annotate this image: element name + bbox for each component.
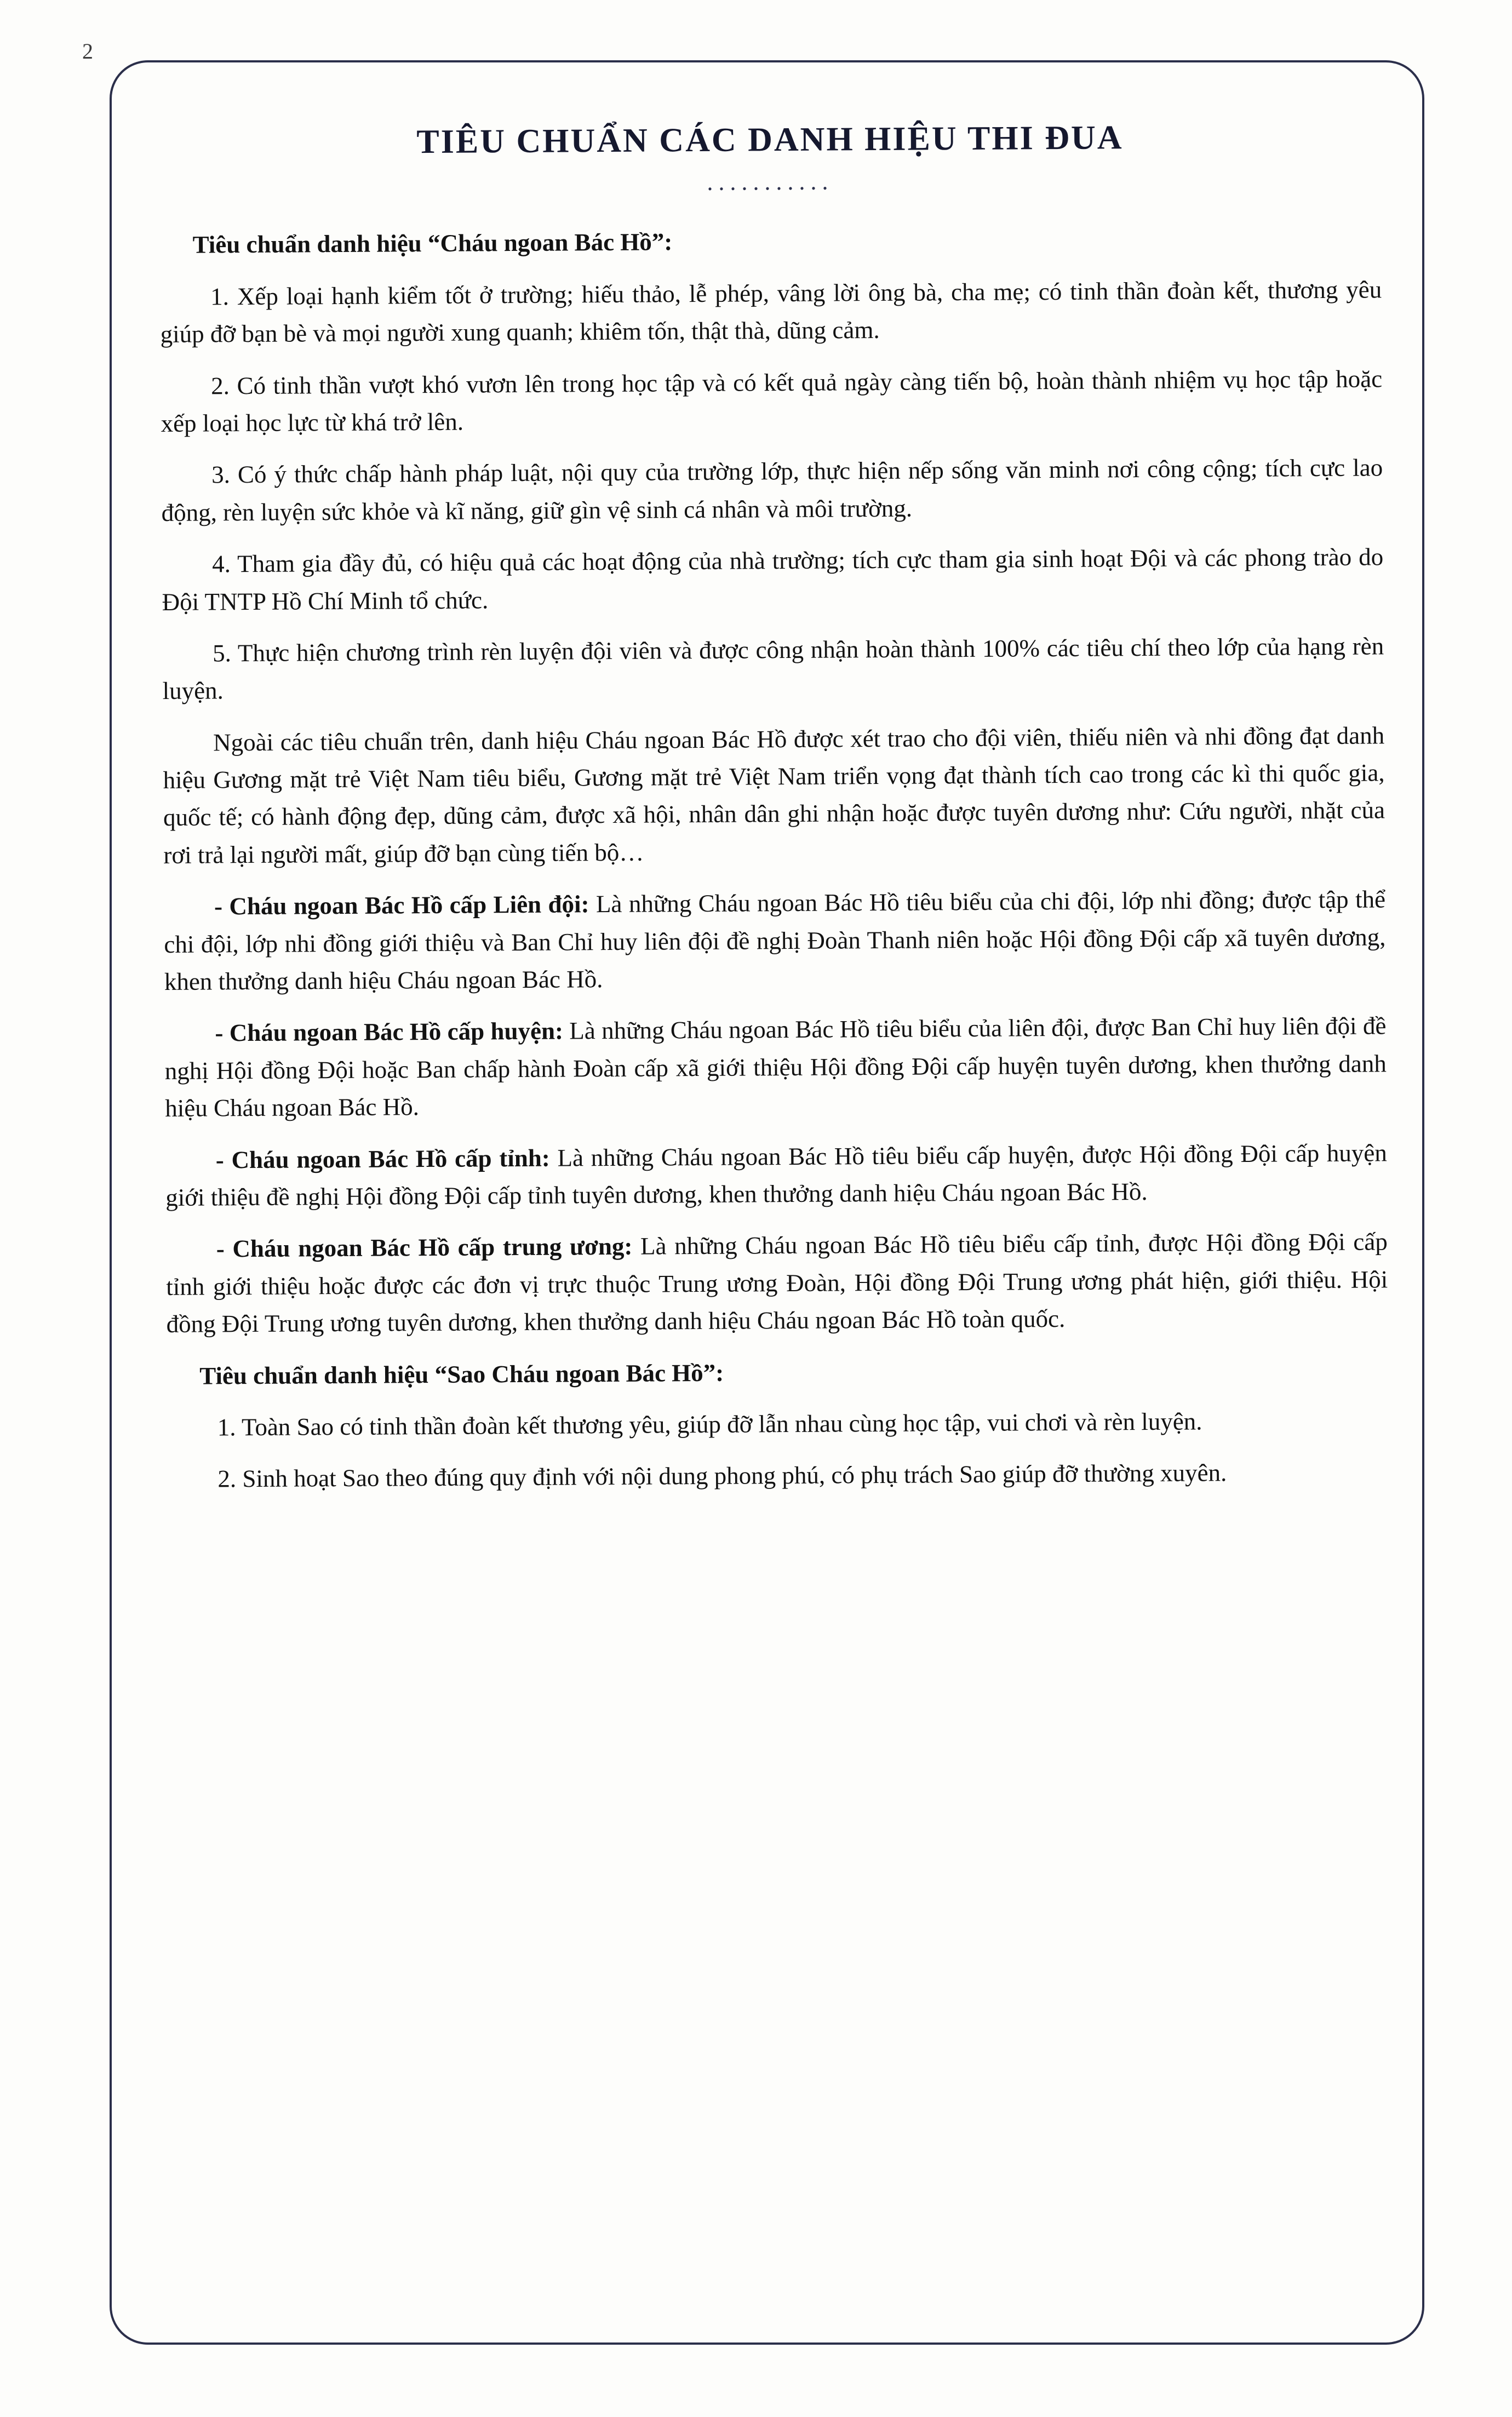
paragraph-criterion-4: 4. Tham gia đầy đủ, có hiệu quả các hoạt động của nhà trường; tích cực tham gia sinh hoạt Đội và các phong trào do Đội TNTP Hồ Chí Minh tổ chức. — [162, 543, 1384, 616]
level-text-trung-uong: Là những Cháu ngoan Bác Hồ tiêu biểu cấp tỉnh, được Hội đồng Đội cấp tỉnh giới thiệu hoặc được các đơn vị trực thuộc Trung ương Đoàn, Hội đồng Đội Trung ương phát hiện, giới thiệu. Hội đồng Đội Trung ương tuyên dương, khen thưởng danh hiệu Cháu ngoan Bác Hồ toàn quốc. — [166, 1228, 1388, 1338]
level-text-lien-doi: Là những Cháu ngoan Bác Hồ tiêu biểu của chi đội, lớp nhi đồng; được tập thể chi đội, lớp nhi đồng giới thiệu và Ban Chỉ huy liên đội đề nghị Đoàn Thanh niên hoặc Hội đồng Đội cấp xã tuyên dương, khen thưởng danh hiệu Cháu ngoan Bác Hồ. — [164, 885, 1386, 996]
paragraph-criterion-3: 3. Có ý thức chấp hành pháp luật, nội quy của trường lớp, thực hiện nếp sống văn minh nơi công cộng; tích cực lao động, rèn luyện sức khỏe và kĩ năng, giữ gìn vệ sinh cá nhân và môi trường. — [161, 454, 1383, 526]
level-text-tinh: Là những Cháu ngoan Bác Hồ tiêu biểu cấp huyện, được Hội đồng Đội cấp huyện giới thiệu đề nghị Hội đồng Đội cấp tỉnh tuyên dương, khen thưởng danh hiệu Cháu ngoan Bác Hồ. — [165, 1138, 1387, 1211]
page-number: 2 — [82, 39, 93, 64]
title-divider: ........... — [707, 168, 834, 196]
paragraph-sao-criterion-1: 1. Toàn Sao có tinh thần đoàn kết thương yêu, giúp đỡ lẫn nhau cùng học tập, vui chơi và rèn luyện. — [217, 1407, 1202, 1441]
level-paragraph-tinh — [165, 1134, 1388, 1216]
paragraph-additional-criteria: Ngoài các tiêu chuẩn trên, danh hiệu Cháu ngoan Bác Hồ được xét trao cho đội viên, thiếu niên và nhi đồng đạt danh hiệu Gương mặt trẻ Việt Nam tiêu biểu, Gương mặt trẻ Việt Nam triển vọng đạt thành tích cao trong các kì thi quốc gia, quốc tế; có hành động đẹp, dũng cảm, được xã hội, nhân dân ghi nhận hoặc được tuyên dương như: Cứu người, nhặt của rơi trả lại người mất, giúp đỡ bạn cùng tiến bộ… — [163, 721, 1385, 869]
level-paragraph-huyen — [164, 1007, 1387, 1127]
level-paragraph-lien-doi — [164, 881, 1386, 1001]
paragraph-criterion-5: 5. Thực hiện chương trình rèn luyện đội viên và được công nhận hoàn thành 100% các tiêu chí theo lớp của hạng rèn luyện. — [162, 632, 1384, 705]
paragraph-sao-criterion-2: 2. Sinh hoạt Sao theo đúng quy định với nội dung phong phú, có phụ trách Sao giúp đỡ thường xuyên. — [217, 1459, 1227, 1493]
section-heading-sao-chau-ngoan-bac-ho: Tiêu chuẩn danh hiệu “Sao Cháu ngoan Bác Hồ”: — [199, 1359, 724, 1390]
level-label-huyen: - Cháu ngoan Bác Hồ cấp huyện: — [215, 1017, 564, 1047]
section-heading-chau-ngoan-bac-ho: Tiêu chuẩn danh hiệu “Cháu ngoan Bác Hồ”: — [192, 228, 673, 259]
document-content — [159, 91, 1389, 1512]
paragraph-criterion-2: 2. Có tinh thần vượt khó vươn lên trong học tập và có kết quả ngày càng tiến bộ, hoàn thành nhiệm vụ học tập hoặc xếp loại học lực từ khá trở lên. — [161, 364, 1383, 437]
level-label-trung-uong: - Cháu ngoan Bác Hồ cấp trung ương: — [216, 1233, 633, 1263]
level-label-lien-doi: - Cháu ngoan Bác Hồ cấp Liên đội: — [214, 890, 589, 920]
level-paragraph-trung-uong — [166, 1223, 1388, 1343]
paragraph-criterion-1: 1. Xếp loại hạnh kiểm tốt ở trường; hiếu thảo, lễ phép, vâng lời ông bà, cha mẹ; có tinh thần đoàn kết, thương yêu giúp đỡ bạn bè và mọi người xung quanh; khiêm tốn, thật thà, dũng cảm. — [160, 276, 1382, 348]
level-label-tinh: - Cháu ngoan Bác Hồ cấp tỉnh: — [215, 1144, 550, 1173]
page-title: TIÊU CHUẨN CÁC DANH HIỆU THI ĐUA — [416, 119, 1124, 161]
level-text-huyen: Là những Cháu ngoan Bác Hồ tiêu biểu của liên đội, được Ban Chỉ huy liên đội đề nghị Hội đồng Đội hoặc Ban chấp hành Đoàn cấp xã giới thiệu Hội đồng Đội cấp huyện tuyên dương, khen thưởng danh hiệu Cháu ngoan Bác Hồ. — [164, 1012, 1387, 1122]
